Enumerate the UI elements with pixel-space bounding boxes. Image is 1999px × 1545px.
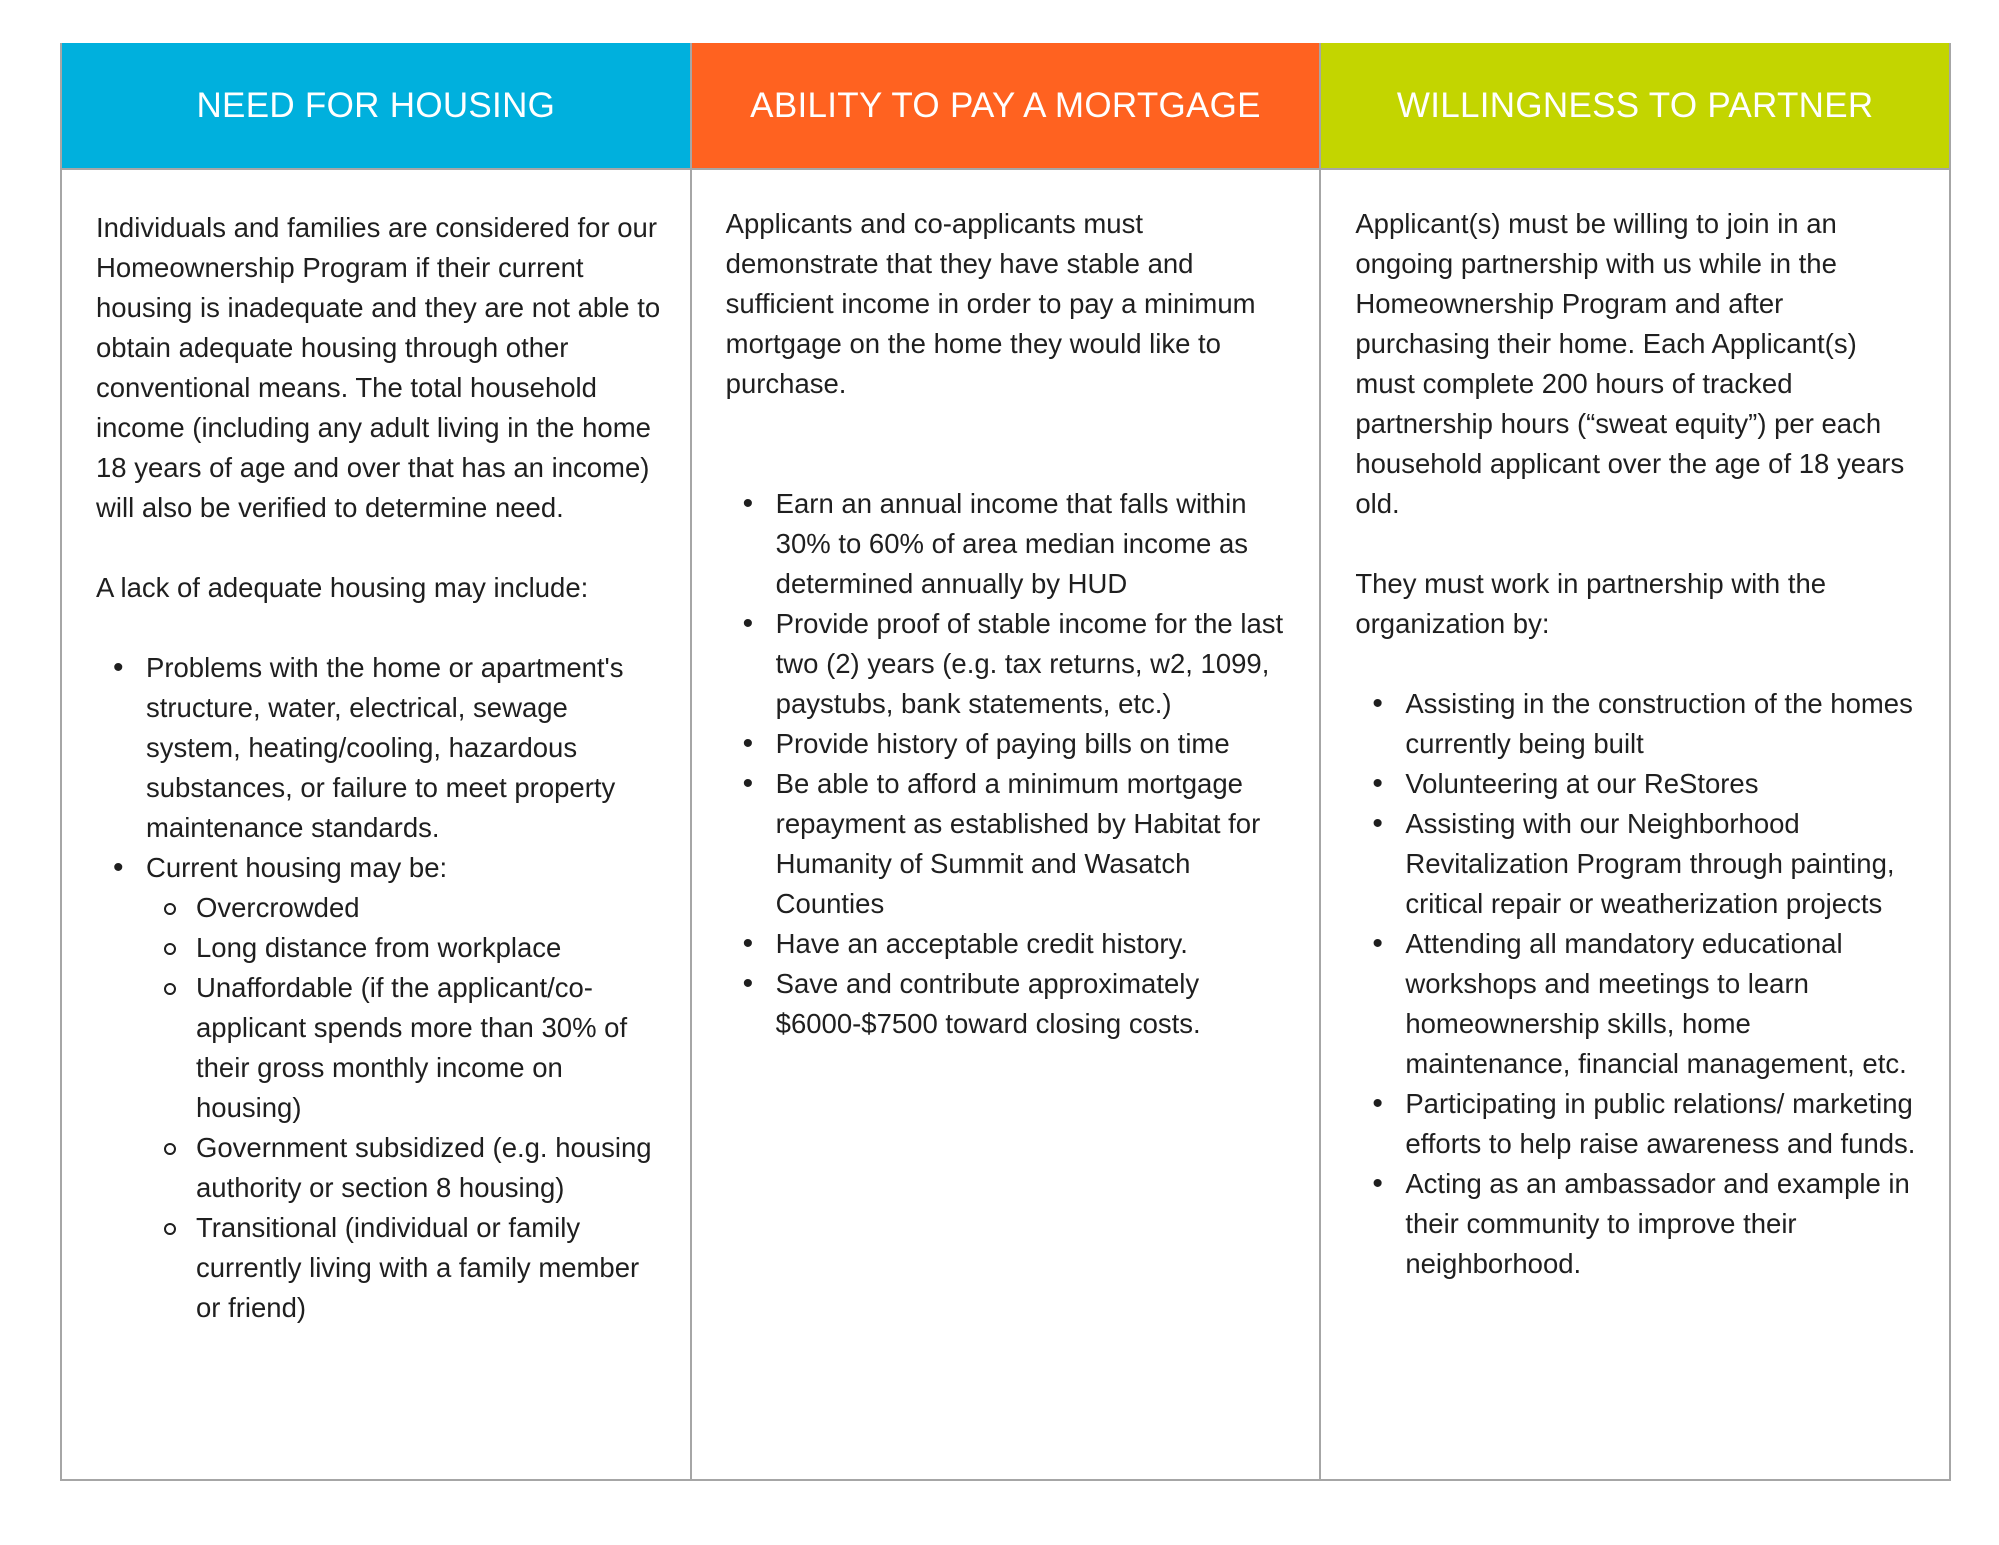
willingness-bullet-list: [1355, 684, 1921, 1284]
list-item: • Be able to afford a minimum mortgage repayment as established by Habitat for Humanity of Summit and Wasatch Counties: [776, 764, 1292, 924]
list-item: Long distance from workplace: [196, 928, 662, 968]
need-for-housing-header: [62, 43, 690, 170]
criteria-table: [60, 43, 1951, 1481]
list-item: • Acting as an ambassador and example in their community to improve their neighborhood.: [1405, 1164, 1921, 1284]
willingness-lead-text: They must work in partnership with the organization by:: [1355, 568, 1827, 639]
need-bullet-list: [96, 648, 662, 1328]
list-item: Government subsidized (e.g. housing authority or section 8 housing): [196, 1128, 662, 1208]
list-item: • Save and contribute approximately $6000-$7500 toward closing costs.: [776, 964, 1292, 1044]
ability-to-pay-header: [692, 43, 1320, 170]
need-for-housing-title: NEED FOR HOUSING: [196, 85, 556, 125]
list-item: • Assisting with our Neighborhood Revitalization Program through painting, critical repair or weatherization projects: [1405, 804, 1921, 924]
ability-to-pay-title: ABILITY TO PAY A MORTGAGE: [750, 85, 1261, 125]
list-item: • Provide history of paying bills on time: [776, 724, 1292, 764]
list-item: • Have an acceptable credit history.: [776, 924, 1292, 964]
need-intro-text: Individuals and families are considered for our Homeownership Program if their current housing is inadequate and they are not able to obtain adequate housing through other conventional means. The total household income (including any adult living in the home 18 years of age and over that has an income) will also be verified to determine need.: [96, 212, 661, 523]
list-item: Unaffordable (if the applicant/co-applicant spends more than 30% of their gross monthly income on housing): [196, 968, 662, 1128]
willingness-to-partner-header: [1321, 43, 1949, 170]
list-item: • Assisting in the construction of the homes currently being built: [1405, 684, 1921, 764]
ability-to-pay-column: [692, 43, 1322, 1479]
ability-intro-text: Applicants and co-applicants must demonstrate that they have stable and sufficient income in order to pay a minimum mortgage on the home they would like to purchase.: [725, 208, 1256, 399]
list-item: • Provide proof of stable income for the last two (2) years (e.g. tax returns, w2, 1099, paystubs, bank statements, etc.): [776, 604, 1292, 724]
need-for-housing-body: [62, 170, 690, 1479]
list-item: • Participating in public relations/ marketing efforts to help raise awareness and funds.: [1405, 1084, 1921, 1164]
list-item: Transitional (individual or family currently living with a family member or friend): [196, 1208, 662, 1328]
willingness-to-partner-column: [1321, 43, 1951, 1479]
need-for-housing-column: [62, 43, 692, 1479]
list-item: • Problems with the home or apartment's structure, water, electrical, sewage system, heating/cooling, hazardous substances, or failure to meet property maintenance standards.: [146, 648, 662, 848]
housing-types-sublist: [146, 888, 662, 1328]
list-item: • Volunteering at our ReStores: [1405, 764, 1921, 804]
willingness-intro-text: Applicant(s) must be willing to join in an ongoing partnership with us while in the Homeownership Program and after purchasing their home. Each Applicant(s) must complete 200 hours of tracked partnership hours (“sweat equity”) per each household applicant over the age of 18 years old.: [1355, 208, 1905, 519]
list-item: Overcrowded: [196, 888, 662, 928]
willingness-to-partner-body: [1321, 170, 1949, 1479]
willingness-to-partner-title: WILLINGNESS TO PARTNER: [1396, 85, 1874, 125]
list-item: • Current housing may be: Overcrowded Long distance from workplace Unaffordable (if the applicant/co-applicant spends more than 30% of their gross monthly income on housing) Government subsidized (e.g. housing authority or section 8 housing) Transitional (individual or family currently living with a family member or friend): [146, 848, 662, 1328]
list-item: • Earn an annual income that falls within 30% to 60% of area median income as determined annually by HUD: [776, 484, 1292, 604]
need-lead-text: A lack of adequate housing may include:: [96, 572, 589, 603]
ability-bullet-list: [726, 484, 1292, 1044]
list-item: • Attending all mandatory educational workshops and meetings to learn homeownership skills, home maintenance, financial management, etc.: [1405, 924, 1921, 1084]
ability-to-pay-body: [692, 170, 1320, 1479]
